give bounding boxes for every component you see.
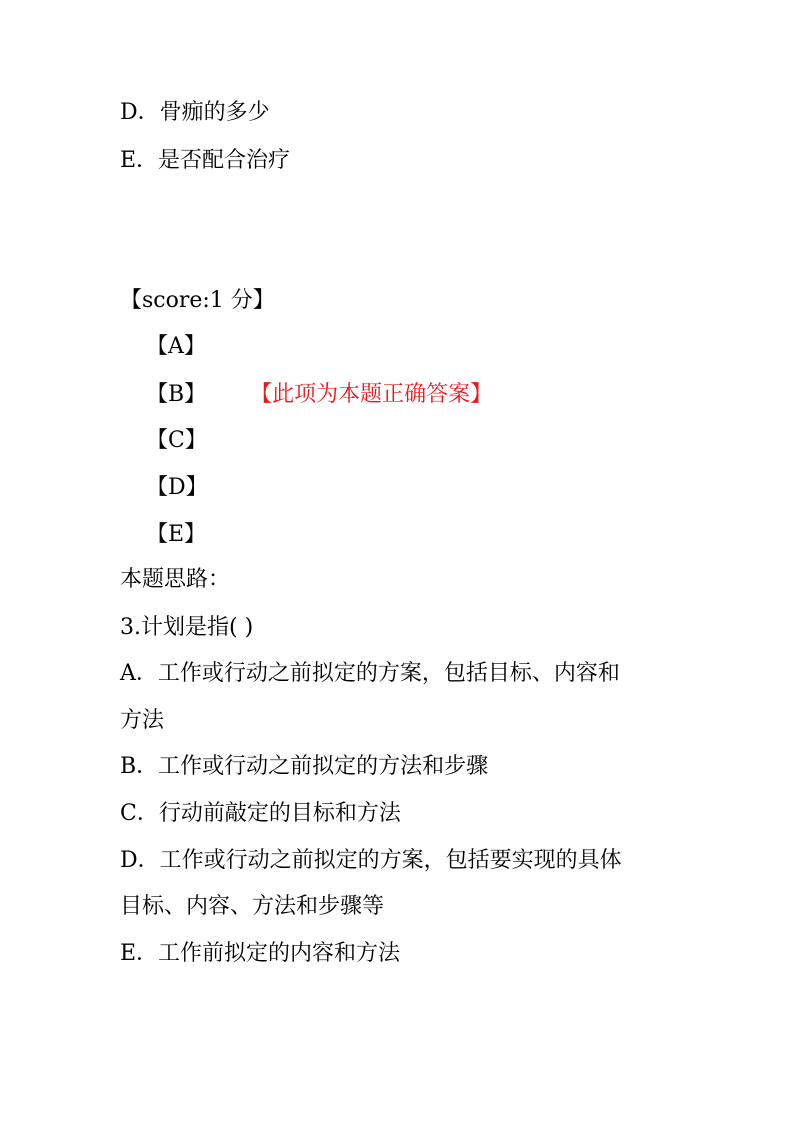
correct-answer-marker: 【此项为本题正确答案】: [250, 382, 493, 407]
option-e-text: E．是否配合治疗: [120, 148, 291, 173]
choice-a: 【A】: [146, 334, 206, 359]
option-e: E．工作前拟定的内容和方法: [120, 941, 401, 966]
option-a-line2: 方法: [120, 708, 165, 733]
option-b: B．工作或行动之前拟定的方法和步骤: [120, 754, 489, 779]
option-a-line1: A．工作或行动之前拟定的方案，包括目标、内容和: [120, 661, 620, 686]
question-stem: 3.计划是指( ): [120, 615, 254, 640]
option-d-line1: D．工作或行动之前拟定的方案，包括要实现的具体: [120, 848, 622, 873]
option-d-line2: 目标、内容、方法和步骤等: [120, 894, 385, 919]
score-label: 【score:1 分】: [120, 288, 275, 313]
choice-b: 【B】: [146, 382, 207, 407]
choice-b-row: [146, 380, 492, 410]
option-c: C．行动前敲定的目标和方法: [120, 801, 401, 826]
explanation-label: 本题思路：: [120, 567, 231, 592]
choice-d: 【D】: [146, 475, 208, 500]
choice-e: 【E】: [146, 522, 207, 547]
choice-c: 【C】: [146, 428, 207, 453]
option-d-text: D．骨痂的多少: [120, 100, 270, 125]
